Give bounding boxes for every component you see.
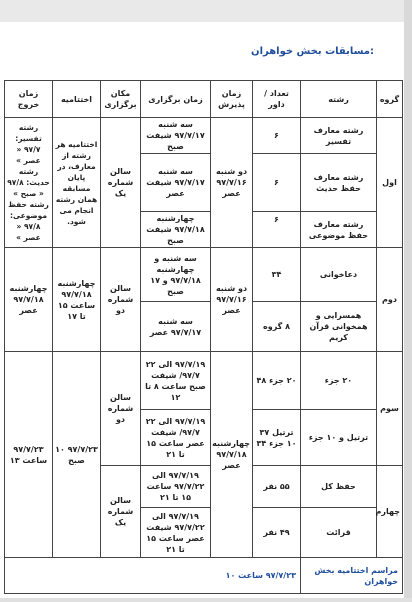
hold-cell: ۹۷/۷/۱۹ الی ۲۲ ۹۷/۷/ شیفت عصر ساعت ۱۵ تا ۲۱	[141, 410, 211, 466]
header-reception: زمان پذیرش	[211, 81, 253, 118]
header-count: تعداد / داور	[253, 81, 301, 118]
table-row	[5, 352, 403, 410]
window-scrollbar[interactable]	[404, 0, 412, 602]
count-cell: ۵۵ نفر	[253, 466, 301, 508]
schedule-table	[4, 80, 403, 594]
hold-cell: سه شنبه ۹۷/۷/۱۷ عصر	[141, 302, 211, 352]
hold-cell: ۹۷/۷/۱۹ الی ۹۷/۷/۲۲ ساعت ۱۵ تا ۲۱	[141, 466, 211, 508]
field-cell: رشته معارف حفظ موضوعی	[301, 212, 377, 248]
field-cell: ۲۰ جزء	[301, 352, 377, 410]
hold-cell: ۹۷/۷/۱۹ الی ۲۲ ۹۷/۷/ شیفت صبح ساعت ۸ تا ۱۲	[141, 352, 211, 410]
hold-cell: سه شنبه ۹۷/۷/۱۷ شیفت عصر	[141, 154, 211, 212]
header-venue: مکان برگزاری	[101, 81, 141, 118]
window-bottom-edge	[0, 598, 412, 602]
field-cell: رشته معارف تفسیر	[301, 118, 377, 154]
footer-label: مراسم اختتامیه بخش خواهران	[301, 558, 403, 594]
footer-row	[5, 558, 403, 594]
exit-g2: چهارشنبه ۹۷/۷/۱۸ عصر	[5, 248, 53, 352]
hold-cell: سه شنبه ۹۷/۷/۱۷ شیفت صبح	[141, 118, 211, 154]
hold-cell: ۹۷/۷/۱۹ الی ۹۷/۷/۲۲ شیفت عصر ساعت ۱۵ تا ۲۱	[141, 508, 211, 558]
window-top-bar	[0, 0, 412, 22]
header-group: گروه	[377, 81, 403, 118]
count-cell: ۶	[253, 154, 301, 212]
closing-g34: ۹۷/۷/۲۳ ۱۰ صبح	[53, 352, 101, 558]
count-cell: ۲۰ جزء ۴۸	[253, 352, 301, 410]
count-cell: ۳۴	[253, 248, 301, 302]
venue-g3: سالن شماره دو	[101, 352, 141, 466]
venue-g2: سالن شماره دو	[101, 248, 141, 352]
venue-g1: سالن شماره یک	[101, 118, 141, 248]
header-field: رشته	[301, 81, 377, 118]
closing-g1: اختتامیه هر رشته از معارف، در پایان مسابقه همان رشته انجام می شود.	[53, 118, 101, 248]
field-cell: قرائت	[301, 508, 377, 558]
group-third: سوم	[377, 352, 403, 466]
count-cell: ترتیل ۳۷ ۱۰ جزء ۳۴	[253, 410, 301, 466]
field-cell: حفظ کل	[301, 466, 377, 508]
group-fourth: چهارم	[377, 466, 403, 558]
reception-g34: چهارشنبه ۹۷/۷/۱۸ عصر	[211, 352, 253, 558]
venue-g4: سالن شماره یک	[101, 466, 141, 558]
header-closing: اختتامیه	[53, 81, 101, 118]
footer-value: ۹۷/۷/۲۳ ساعت ۱۰	[5, 558, 301, 594]
hold-cell: سه شنبه و چهارشنبه ۹۷/۷/۱۸ و ۱۷ صبح	[141, 248, 211, 302]
count-cell: ۸ گروه	[253, 302, 301, 352]
field-cell: همسرایی و همخوانی قرآن کریم	[301, 302, 377, 352]
closing-g2: چهارشنبه ۹۷/۷/۱۸ ساعت ۱۵ تا ۱۷	[53, 248, 101, 352]
field-cell: رشته معارف حفظ حدیث	[301, 154, 377, 212]
field-cell: دعاخوانی	[301, 248, 377, 302]
page-title: مسابقات بخش خواهران:	[251, 46, 374, 57]
count-cell: ۶	[253, 212, 301, 248]
count-cell: ۴۹ نفر	[253, 508, 301, 558]
table-row	[5, 248, 403, 302]
group-first: اول	[377, 118, 403, 248]
table-header-row	[5, 81, 403, 118]
hold-cell: چهارشنبه ۹۷/۷/۱۸ شیفت صبح	[141, 212, 211, 248]
group-second: دوم	[377, 248, 403, 352]
exit-g34: ۹۷/۷/۲۳ ساعت ۱۳	[5, 352, 53, 558]
exit-g1: رشته تفسیر: ۹۷/۷ « عصر » رشته حدیث: ۹۷/۸ « صبح » رشته حفظ موضوعی: ۹۷/۸ « عصر »	[5, 118, 53, 248]
header-exit-time: زمان خروج	[5, 81, 53, 118]
field-cell: ترتیل و ۱۰ جزء	[301, 410, 377, 466]
reception-g2: دو شنبه ۹۷/۷/۱۶ عصر	[211, 248, 253, 352]
count-cell: ۶	[253, 118, 301, 154]
header-hold-time: زمان برگزاری	[141, 81, 211, 118]
table-row	[5, 118, 403, 154]
reception-g1: دو شنبه ۹۷/۷/۱۶ عصر	[211, 118, 253, 248]
